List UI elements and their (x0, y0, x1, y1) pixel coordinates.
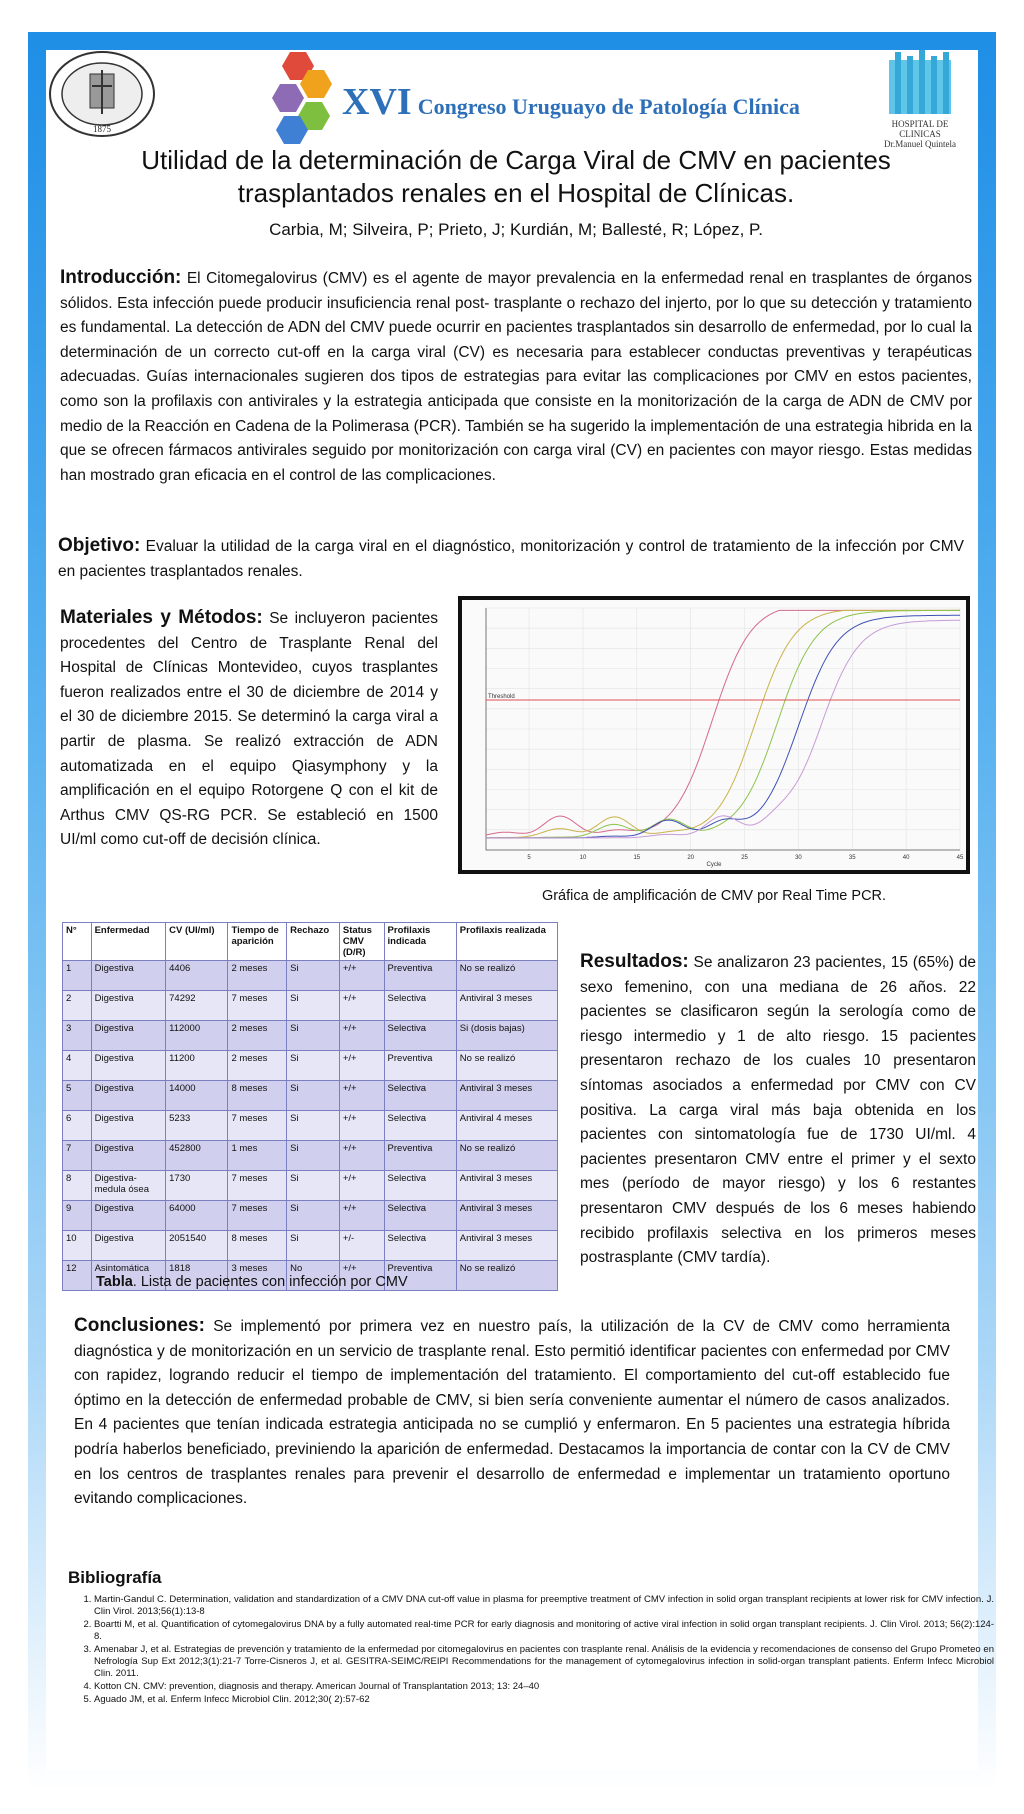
table-cell: 2 (63, 991, 92, 1021)
table-cell: Preventiva (384, 1051, 456, 1081)
objective-text: Evaluar la utilidad de la carga viral en el diagnóstico, monitorización y control de tratamiento de la infección por CMV en pacientes trasplantados renales. (58, 538, 964, 580)
table-cell: 7 meses (228, 1201, 287, 1231)
table-cell: 2051540 (166, 1231, 228, 1261)
table-cell: Selectiva (384, 991, 456, 1021)
bibliography-heading: Bibliografía (68, 1568, 162, 1587)
table-cell: 7 meses (228, 991, 287, 1021)
table-cell: 8 (63, 1171, 92, 1201)
bibliography-list (68, 1594, 994, 1707)
table-row (63, 1021, 558, 1051)
table-row (63, 1231, 558, 1261)
title-line-1: Utilidad de la determinación de Carga Viral de CMV en pacientes (141, 145, 891, 175)
amplification-chart-svg (462, 600, 966, 870)
table-cell: Digestiva (91, 1081, 166, 1111)
table-cell: Si (287, 1051, 340, 1081)
table-cell: 3 (63, 1021, 92, 1051)
table-cell: +/+ (339, 1051, 384, 1081)
table-cell: 74292 (166, 991, 228, 1021)
bibliography-item: 1. Martin-Gandul C. Determination, validation and standardization of a CMV DNA cut-off value in plasma for preemptive treatment of CMV infection in solid organ transplant recipients at lower risk for CMV infection. J. Clin Virol. 2013;56(1):13-8 (94, 1594, 994, 1618)
table-cell: +/+ (339, 1141, 384, 1171)
table-cell: Digestiva (91, 961, 166, 991)
table-header-cell: Status CMV (D/R) (339, 923, 384, 961)
table-cell: Antiviral 3 meses (456, 1171, 557, 1201)
conclusions-text: Se implementó por primera vez en nuestro país, la utilización de la CV de CMV como herramienta diagnóstica y de monitorización en un servicio de trasplante renal. Esto permitió identificar pacientes con enfermedad por CMV con rapidez, logrando reducir el tiempo de implementación del tratamiento. El comportamiento del cut-off establecido fue óptimo en la detección de enfermedad probable de CMV, si bien sería conveniente aumentar el número de casos analizados. En 4 pacientes que tenían indicada estrategia anticipada no se cumplió y enfermaron. En 5 pacientes una estrategia híbrida podría haberlos beneficiado, previniendo la aparición de enfermedad. Destacamos la importancia de contar con la CV de CMV en los centros de trasplantes renales para prevenir el desarrollo de enfermedad e implementar un tratamiento oportuno evitando complicaciones. (74, 1318, 951, 1508)
table-cell: 1818 (166, 1261, 228, 1291)
table-cell: 7 meses (228, 1111, 287, 1141)
methods-section (60, 606, 438, 853)
table-cell: No se realizó (456, 961, 557, 991)
table-header-cell: N° (63, 923, 92, 961)
table-cell: Selectiva (384, 1231, 456, 1261)
bibliography-item: 3. Amenabar J, et al. Estrategias de prevención y tratamiento de la enfermedad por citomegalovirus en pacientes con trasplante renal. Análisis de la evidencia y recomendaciones de consenso del Grupo Prometeo en Nefrología Sup Ext 2012;3(1):21-7 Torre-Cisneros J, et al. GESITRA-SEIMC/REIPI Recommendations for the management of cytomegalovirus infection in solid-organ transplant patients. Enferm Infecc Microbiol Clin. 2011. (94, 1644, 994, 1680)
table-cell: Antiviral 3 meses (456, 1081, 557, 1111)
table-cell: +/+ (339, 1081, 384, 1111)
table-cell: Si (dosis bajas) (456, 1021, 557, 1051)
table-cell: 1 mes (228, 1141, 287, 1171)
table-caption-label: Tabla (96, 1274, 133, 1290)
table-cell: 2 meses (228, 1021, 287, 1051)
objective-section (58, 534, 964, 584)
table-caption-text: . Lista de pacientes con infección por CMV (132, 1274, 408, 1290)
table-cell: Selectiva (384, 1081, 456, 1111)
table-cell: +/- (339, 1231, 384, 1261)
table-row (63, 1111, 558, 1141)
hospital-building-icon (885, 50, 955, 114)
table-cell: 5 (63, 1081, 92, 1111)
table-row (63, 1081, 558, 1111)
introduction-heading: Introducción: (60, 267, 182, 288)
poster (46, 50, 994, 1770)
table-header-row (63, 923, 558, 961)
table-header-cell: Profilaxis realizada (456, 923, 557, 961)
chart-caption: Gráfica de amplificación de CMV por Real Time PCR. (541, 888, 887, 904)
congress-number: XVI (342, 81, 412, 123)
svg-text:1875: 1875 (93, 124, 111, 134)
amplification-chart (458, 596, 970, 874)
table-cell: Selectiva (384, 1021, 456, 1051)
poster-title (116, 144, 916, 210)
table-cell: Si (287, 1111, 340, 1141)
table-cell: 1730 (166, 1171, 228, 1201)
x-tick-label: 40 (902, 855, 910, 861)
introduction-section (60, 266, 972, 488)
table-cell: Digestiva (91, 1111, 166, 1141)
table-row (63, 1141, 558, 1171)
conclusions-section (74, 1314, 950, 1512)
threshold-label: Threshold (488, 693, 515, 700)
table-caption (96, 1274, 408, 1290)
hospital-name: HOSPITAL DE CLINICAS (891, 119, 949, 139)
table-cell: 12 (63, 1261, 92, 1291)
table-cell: 3 meses (228, 1261, 287, 1291)
table-cell: Digestiva-medula ósea (91, 1171, 166, 1201)
bibliography-item: 5. Aguado JM, et al. Enferm Infecc Microbiol Clin. 2012;30( 2):57-62 (94, 1694, 994, 1706)
table-cell: Si (287, 991, 340, 1021)
conclusions-heading: Conclusiones: (74, 1315, 205, 1336)
table-cell: Digestiva (91, 1021, 166, 1051)
patient-table (62, 922, 558, 1291)
authors: Carbia, M; Silveira, P; Prieto, J; Kurdián, M; Ballesté, R; López, P. (269, 220, 763, 239)
hospital-subname: Dr.Manuel Quintela (884, 139, 956, 149)
table-header-cell: CV (UI/ml) (166, 923, 228, 961)
congress-hexagon-logo (270, 50, 340, 150)
table-cell: Antiviral 3 meses (456, 1231, 557, 1261)
table-header-cell: Tiempo de aparición (228, 923, 287, 961)
table-row (63, 991, 558, 1021)
table-cell: Digestiva (91, 1141, 166, 1171)
table-cell: 5233 (166, 1111, 228, 1141)
table-cell: 2 meses (228, 1051, 287, 1081)
table-cell: 11200 (166, 1051, 228, 1081)
table-cell: Si (287, 1171, 340, 1201)
table-row (63, 1201, 558, 1231)
congress-name: Congreso Uruguayo de Patología Clínica (417, 94, 800, 119)
table-cell: Selectiva (384, 1201, 456, 1231)
table-header-cell: Profilaxis indicada (384, 923, 456, 961)
table-cell: +/+ (339, 1111, 384, 1141)
table-cell: 4 (63, 1051, 92, 1081)
x-tick-label: 20 (687, 855, 695, 861)
table-cell: +/+ (339, 1021, 384, 1051)
table-cell: Si (287, 961, 340, 991)
bibliography-item: 4. Kotton CN. CMV: prevention, diagnosis and therapy. American Journal of Transplantation 2013; 13: 24–40 (94, 1681, 994, 1693)
x-tick-label: 35 (848, 855, 856, 861)
table-cell: Antiviral 4 meses (456, 1111, 557, 1141)
table-cell: No se realizó (456, 1051, 557, 1081)
table-cell: Si (287, 1231, 340, 1261)
table-cell: 112000 (166, 1021, 228, 1051)
bibliography-item: 2. Boartti M, et al. Quantification of cytomegalovirus DNA by a fully automated real-time PCR for early diagnosis and monitoring of active viral infection in solid organ transplant recipients. J. Clin Virol. 2013; 56(2):124-8. (94, 1619, 994, 1643)
table-cell: No se realizó (456, 1141, 557, 1171)
table-cell: Selectiva (384, 1111, 456, 1141)
table-cell: 64000 (166, 1201, 228, 1231)
table-cell: No se realizó (456, 1261, 557, 1291)
methods-heading: Materiales y Métodos: (60, 607, 263, 628)
table-cell: +/+ (339, 991, 384, 1021)
x-tick-label: 30 (795, 855, 802, 861)
results-section (580, 950, 976, 1271)
title-line-2: trasplantados renales en el Hospital de Clínicas. (237, 178, 795, 208)
table-cell: +/+ (339, 1201, 384, 1231)
chart-xlabel: Cycle (706, 862, 722, 868)
table-cell: 10 (63, 1231, 92, 1261)
table-cell: 6 (63, 1111, 92, 1141)
objective-heading: Objetivo: (58, 535, 141, 556)
congress-title (342, 80, 800, 124)
table-cell: Digestiva (91, 991, 166, 1021)
table-cell: Preventiva (384, 1261, 456, 1291)
table-cell: Antiviral 3 meses (456, 991, 557, 1021)
table-cell: Preventiva (384, 961, 456, 991)
table-cell: Si (287, 1021, 340, 1051)
table-cell: Si (287, 1081, 340, 1111)
table-cell: Preventiva (384, 1141, 456, 1171)
table-cell: Si (287, 1141, 340, 1171)
table-cell: 14000 (166, 1081, 228, 1111)
x-tick-label: 5 (527, 855, 531, 861)
table-cell: Digestiva (91, 1051, 166, 1081)
faculty-seal-logo (46, 50, 158, 138)
x-tick-label: 10 (579, 855, 587, 861)
table-cell: 9 (63, 1201, 92, 1231)
table-header-cell: Rechazo (287, 923, 340, 961)
table-cell: 452800 (166, 1141, 228, 1171)
table-cell: Digestiva (91, 1201, 166, 1231)
table-cell: 7 (63, 1141, 92, 1171)
table-cell: Asintomática (91, 1261, 166, 1291)
table-row (63, 961, 558, 991)
table-cell: Antiviral 3 meses (456, 1201, 557, 1231)
results-text: Se analizaron 23 pacientes, 15 (65%) de sexo femenino, con una mediana de 26 años. 22 pacientes se clasificaron según la serología como de riesgo intermedio y 1 de alto riesgo. 15 pacientes presentaron rechazo de los cuales 10 presentaron síntomas asociados a enfermedad por CMV con CV positiva. La carga viral más baja obtenida en los pacientes con sintomatología fue de 1730 UI/ml. 4 pacientes presentaron CMV entre el primer y el sexto mes (período de mayor riesgo) y los 6 restantes presentaron CMV después de los 6 meses habiendo recibido profilaxis selectiva en los primeros meses postrasplante (CMV tardía). (580, 954, 977, 1267)
table-cell: Digestiva (91, 1231, 166, 1261)
x-tick-label: 25 (741, 855, 748, 861)
table-cell: 8 meses (228, 1231, 287, 1261)
table-cell: 1 (63, 961, 92, 991)
table-cell: Si (287, 1201, 340, 1231)
table-cell: +/+ (339, 961, 384, 991)
introduction-text: El Citomegalovirus (CMV) es el agente de mayor prevalencia en la enfermedad renal en trasplantes de órganos sólidos. Esta infección puede producir insuficiencia renal post- trasplante o rechazo del injerto, por lo que su detección y tratamiento es fundamental. La detección de ADN del CMV puede ocurrir en pacientes trasplantados sin desarrollo de enfermedad, por lo cual la determinación de un correcto cut-off en la carga viral (CV) es necesaria para establecer conductas preventivas y terapéuticas adecuadas. Guías internacionales sugieren dos tipos de estrategias para evitar las complicaciones por CMV en estos pacientes, como son la profilaxis con antivirales y la estrategia anticipada que consiste en la monitorización de la carga de ADN de CMV por medio de la Reacción en Cadena de la Polimerasa (PCR). También se ha sugerido la implementación de una estrategia hibrida en la que se ofrecen fármacos antivirales seguido por monitorización con carga viral (CV) en pacientes con mayor riesgo. Estas medidas han mostrado gran eficacia en el control de las complicaciones. (60, 270, 972, 484)
methods-text: Se incluyeron pacientes procedentes del Centro de Trasplante Renal del Hospital de Clínicas Montevideo, cuyos trasplantes fueron realizados entre el 30 de diciembre de 2014 y el 30 de diciembre 2015. Se determinó la carga viral a partir de plasma. Se realizó extracción de ADN automatizada en el equipo Qiasymphony y la amplificación en el equipo Rotorgene Q con el kit de Arthus CMV QS-RG PCR. Se estableció en 1500 UI/ml como cut-off de decisión clínica. (60, 610, 439, 849)
table-row (63, 1051, 558, 1081)
table-cell: 8 meses (228, 1081, 287, 1111)
table-cell: +/+ (339, 1261, 384, 1291)
table-cell: Selectiva (384, 1171, 456, 1201)
x-tick-label: 15 (633, 855, 641, 861)
results-heading: Resultados: (580, 951, 689, 972)
table-cell: 2 meses (228, 961, 287, 991)
table-cell: No (287, 1261, 340, 1291)
x-tick-label: 45 (956, 855, 964, 861)
table-cell: +/+ (339, 1171, 384, 1201)
table-row (63, 1171, 558, 1201)
table-cell: 7 meses (228, 1171, 287, 1201)
table-cell: 4406 (166, 961, 228, 991)
hospital-logo (870, 50, 970, 149)
table-header-cell: Enfermedad (91, 923, 166, 961)
